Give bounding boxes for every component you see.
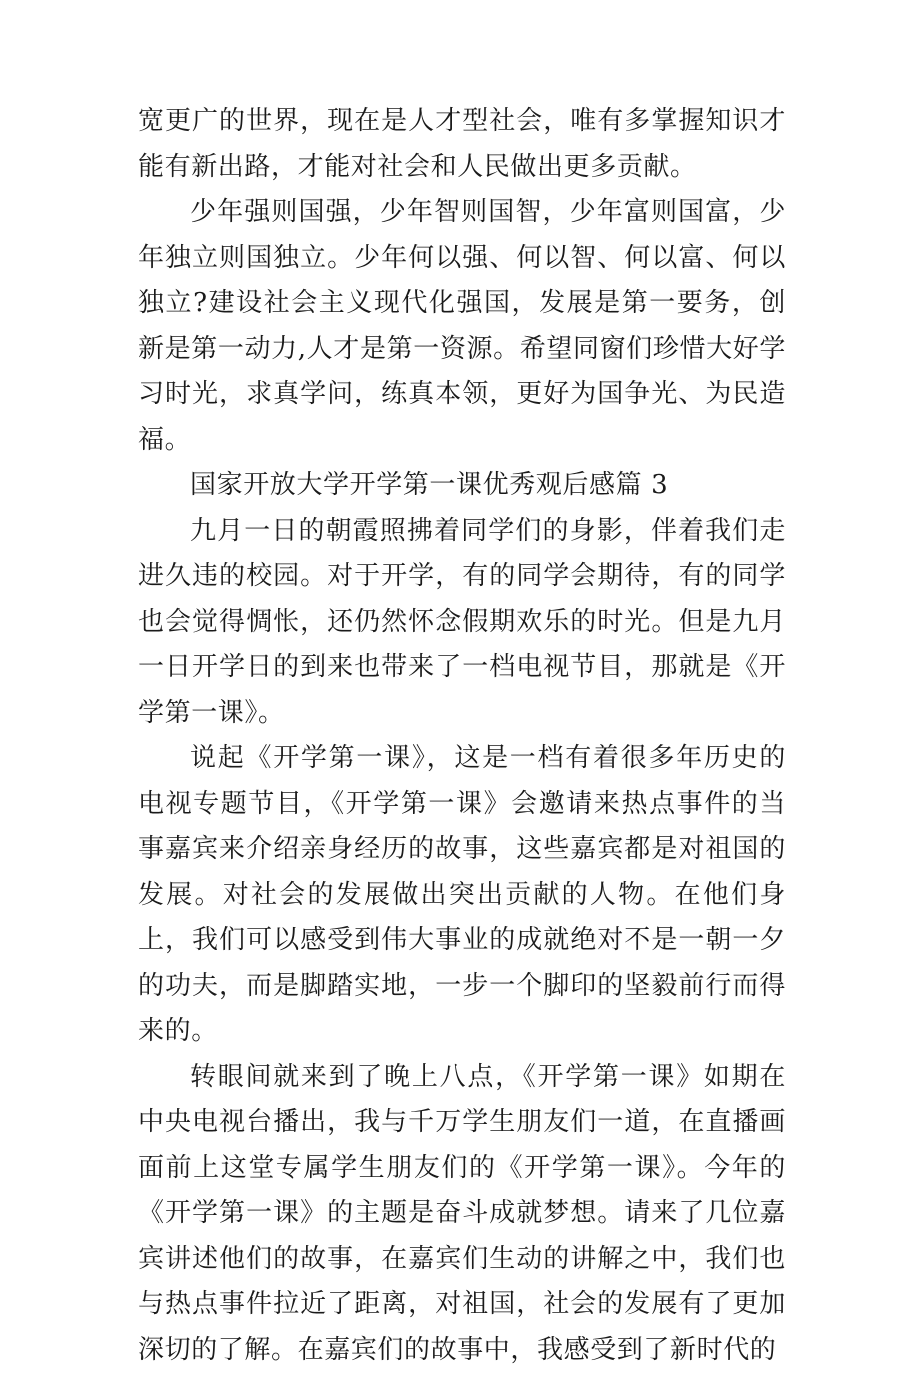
paragraph-2: 少年强则国强，少年智则国智，少年富则国富，少年独立则国独立。少年何以强、何以智、何以富、何以独立?建设社会主义现代化强国，发展是第一要务，创新是第一动力,人才是第一资源。希望同窗们珍惜大好学习时光，求真学问，练真本领，更好为国争光、为民造福。 <box>138 190 786 463</box>
paragraph-3: 九月一日的朝霞照拂着同学们的身影，伴着我们走进久违的校园。对于开学，有的同学会期待，有的同学也会觉得惆怅，还仍然怀念假期欢乐的时光。但是九月一日开学日的到来也带来了一档电视节目，那就是《开学第一课》。 <box>138 509 786 737</box>
paragraph-4: 说起《开学第一课》，这是一档有着很多年历史的电视专题节目，《开学第一课》会邀请来热点事件的当事嘉宾来介绍亲身经历的故事，这些嘉宾都是对祖国的发展。对社会的发展做出突出贡献的人物。在他们身上，我们可以感受到伟大事业的成就绝对不是一朝一夕的功夫，而是脚踏实地，一步一个脚印的坚毅前行而得来的。 <box>138 736 786 1055</box>
paragraph-1: 宽更广的世界，现在是人才型社会，唯有多掌握知识才能有新出路，才能对社会和人民做出更多贡献。 <box>138 99 786 190</box>
section-heading: 国家开放大学开学第一课优秀观后感篇 3 <box>138 463 786 509</box>
document-body <box>138 99 786 1373</box>
paragraph-5: 转眼间就来到了晚上八点，《开学第一课》如期在中央电视台播出，我与千万学生朋友们一道，在直播画面前上这堂专属学生朋友们的《开学第一课》。今年的《开学第一课》的主题是奋斗成就梦想。请来了几位嘉宾讲述他们的故事，在嘉宾们生动的讲解之中，我们也与热点事件拉近了距离，对祖国，社会的发展有了更加深切的了解。在嘉宾们的故事中，我感受到了新时代的 <box>138 1055 786 1373</box>
